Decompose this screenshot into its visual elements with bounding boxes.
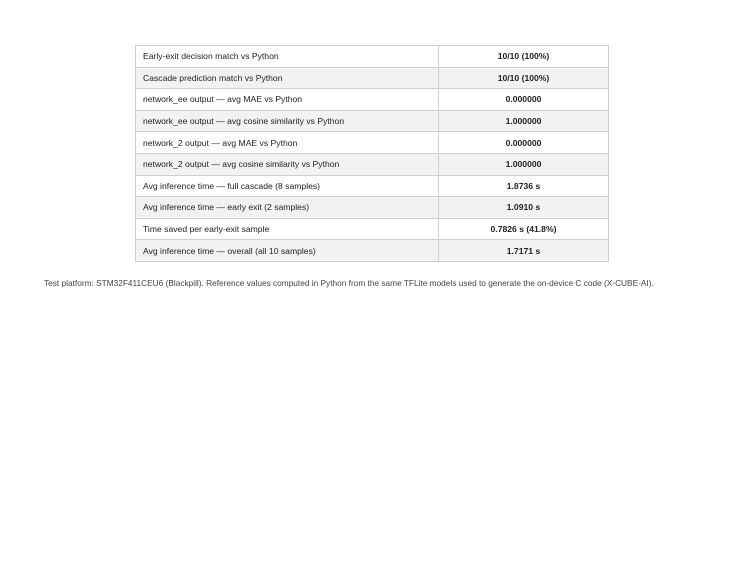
table-row [136, 153, 609, 175]
table-row [136, 110, 609, 132]
metric-cell: network_2 output — avg MAE vs Python [136, 132, 439, 154]
table-caption: Test platform: STM32F411CEU6 (Blackpill). Reference values computed in Python from the same TFLite models used to generate the on-device C code (X-CUBE-AI). [44, 278, 654, 288]
metric-cell: network_ee output — avg cosine similarity vs Python [136, 110, 439, 132]
value-cell: 1.8736 s [439, 175, 609, 197]
value-cell: 0.000000 [439, 89, 609, 111]
value-cell: 1.0910 s [439, 197, 609, 219]
table-row [136, 197, 609, 219]
metric-cell: network_2 output — avg cosine similarity vs Python [136, 153, 439, 175]
table-row [136, 132, 609, 154]
table-row [136, 218, 609, 240]
value-cell: 0.7826 s (41.8%) [439, 218, 609, 240]
metric-cell: Early-exit decision match vs Python [136, 46, 439, 68]
table-row [136, 175, 609, 197]
metric-cell: network_ee output — avg MAE vs Python [136, 89, 439, 111]
value-cell: 1.000000 [439, 110, 609, 132]
table-row [136, 89, 609, 111]
metric-cell: Avg inference time — full cascade (8 samples) [136, 175, 439, 197]
table-row [136, 240, 609, 262]
results-table-body [136, 46, 609, 262]
value-cell: 1.7171 s [439, 240, 609, 262]
results-table [135, 45, 609, 262]
value-cell: 10/10 (100%) [439, 67, 609, 89]
table-row [136, 46, 609, 68]
value-cell: 10/10 (100%) [439, 46, 609, 68]
metric-cell: Avg inference time — early exit (2 samples) [136, 197, 439, 219]
metric-cell: Avg inference time — overall (all 10 samples) [136, 240, 439, 262]
value-cell: 1.000000 [439, 153, 609, 175]
table-row [136, 67, 609, 89]
value-cell: 0.000000 [439, 132, 609, 154]
metric-cell: Cascade prediction match vs Python [136, 67, 439, 89]
metric-cell: Time saved per early-exit sample [136, 218, 439, 240]
